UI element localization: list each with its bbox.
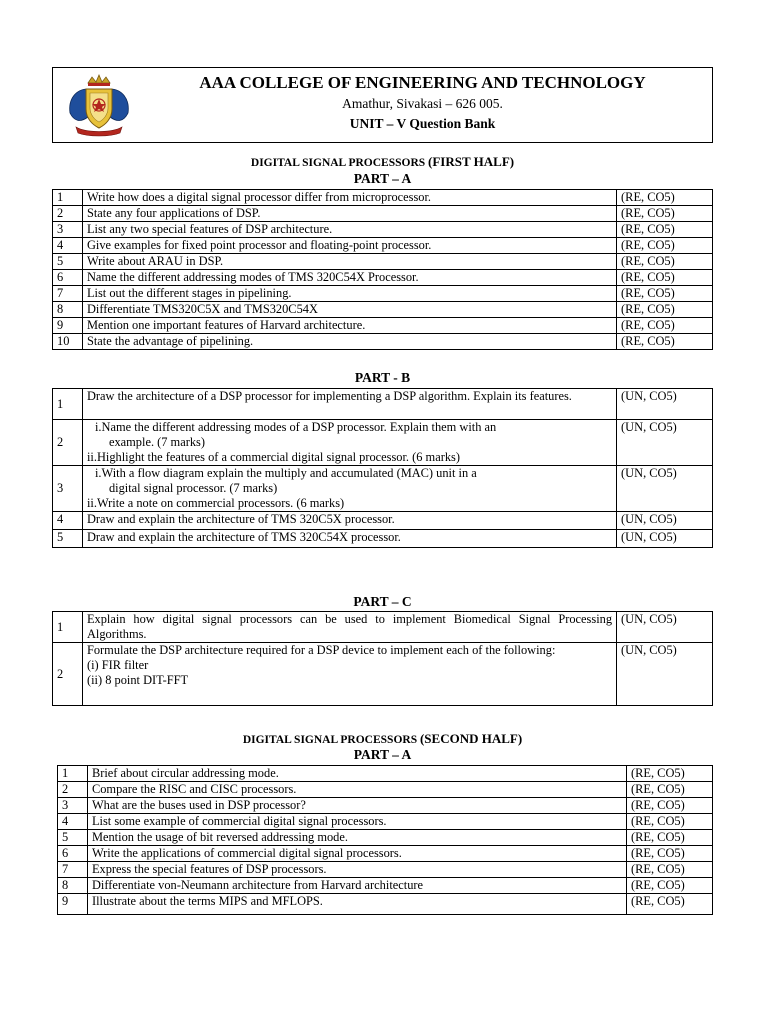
question-level: (RE, CO5) — [617, 286, 713, 302]
question-level: (RE, CO5) — [627, 798, 713, 814]
first-half-part-c-table — [52, 611, 713, 706]
table-row — [53, 238, 713, 254]
college-address: Amathur, Sivakasi – 626 005. — [342, 96, 503, 111]
question-level: (RE, CO5) — [627, 830, 713, 846]
question-level: (RE, CO5) — [627, 782, 713, 798]
question-level: (RE, CO5) — [627, 846, 713, 862]
first-half-part-a-table — [52, 189, 713, 350]
question-level: (RE, CO5) — [627, 878, 713, 894]
table-row — [53, 612, 713, 643]
question-level: (RE, CO5) — [617, 302, 713, 318]
question-text: Explain how digital signal processors can be used to implement Biomedical Signal Processing Algorithms. — [82, 612, 616, 643]
question-number: 5 — [58, 830, 88, 846]
sub-question-ii: ii.Write a note on commercial processors. (6 marks) — [86, 496, 345, 510]
question-number: 3 — [53, 466, 83, 512]
question-text — [82, 420, 616, 466]
question-level: (UN, CO5) — [617, 389, 713, 420]
sub-question-i: i.Name the different addressing modes of a DSP processor. Explain them with an — [94, 420, 497, 434]
question-text: Write about ARAU in DSP. — [82, 254, 616, 270]
question-level: (UN, CO5) — [617, 643, 713, 706]
second-half-part-a-table — [57, 765, 713, 915]
question-text — [82, 466, 616, 512]
table-row — [53, 302, 713, 318]
question-level: (RE, CO5) — [617, 222, 713, 238]
question-text: Illustrate about the terms MIPS and MFLOPS. — [87, 894, 626, 915]
question-level: (RE, CO5) — [617, 206, 713, 222]
question-text: Mention one important features of Harvard architecture. — [82, 318, 616, 334]
sub-question-ii: ii.Highlight the features of a commercial digital signal processor. (6 marks) — [86, 450, 460, 464]
sub-question-i-cont: digital signal processor. (7 marks) — [108, 481, 278, 495]
question-number: 4 — [53, 512, 83, 530]
question-level: (RE, CO5) — [617, 334, 713, 350]
sub-question-i: i.With a flow diagram explain the multiply and accumulated (MAC) unit in a — [94, 466, 477, 480]
question-text: Draw the architecture of a DSP processor for implementing a DSP algorithm. Explain its features. — [82, 389, 616, 420]
table-row — [53, 512, 713, 530]
second-half-title-prefix: DIGITAL SIGNAL PROCESSORS — [242, 734, 420, 746]
question-text: Brief about circular addressing mode. — [87, 766, 626, 782]
table-row — [58, 894, 713, 915]
question-text: List out the different stages in pipelining. — [82, 286, 616, 302]
question-level: (UN, CO5) — [617, 466, 713, 512]
question-option-ii: (ii) 8 point DIT-FFT — [86, 673, 189, 687]
question-text: Write how does a digital signal processor differ from microprocessor. — [82, 190, 616, 206]
table-row — [58, 798, 713, 814]
question-number: 7 — [53, 286, 83, 302]
question-level: (RE, CO5) — [617, 254, 713, 270]
question-level: (RE, CO5) — [627, 894, 713, 915]
question-number: 2 — [53, 420, 83, 466]
table-row — [53, 270, 713, 286]
question-number: 3 — [58, 798, 88, 814]
question-level: (UN, CO5) — [617, 420, 713, 466]
question-number: 1 — [58, 766, 88, 782]
table-row — [58, 782, 713, 798]
table-row — [53, 206, 713, 222]
question-text: List any two special features of DSP architecture. — [82, 222, 616, 238]
first-half-part-c-title: PART – C — [353, 594, 412, 609]
question-number: 7 — [58, 862, 88, 878]
question-text: Mention the usage of bit reversed addressing mode. — [87, 830, 626, 846]
question-number: 9 — [53, 318, 83, 334]
question-text: Give examples for fixed point processor and floating-point processor. — [82, 238, 616, 254]
question-number: 10 — [53, 334, 83, 350]
table-row — [53, 334, 713, 350]
question-text: List some example of commercial digital signal processors. — [87, 814, 626, 830]
table-row — [58, 766, 713, 782]
question-option-i: (i) FIR filter — [86, 658, 149, 672]
table-row — [58, 830, 713, 846]
question-number: 2 — [58, 782, 88, 798]
question-text: What are the buses used in DSP processor? — [87, 798, 626, 814]
question-text: Differentiate TMS320C5X and TMS320C54X — [82, 302, 616, 318]
college-name: AAA COLLEGE OF ENGINEERING AND TECHNOLOGY — [199, 73, 646, 92]
question-number: 6 — [53, 270, 83, 286]
second-half-title — [52, 731, 713, 747]
question-number: 2 — [53, 643, 83, 706]
table-row — [53, 420, 713, 466]
table-row — [53, 643, 713, 706]
question-level: (RE, CO5) — [617, 318, 713, 334]
question-level: (UN, CO5) — [617, 612, 713, 643]
question-number: 4 — [58, 814, 88, 830]
question-level: (UN, CO5) — [617, 530, 713, 548]
table-row — [58, 846, 713, 862]
question-text: Name the different addressing modes of TMS 320C54X Processor. — [82, 270, 616, 286]
question-number: 4 — [53, 238, 83, 254]
question-number: 8 — [58, 878, 88, 894]
first-half-title-prefix: DIGITAL SIGNAL PROCESSORS — [250, 157, 429, 169]
question-text: Compare the RISC and CISC processors. — [87, 782, 626, 798]
table-row — [58, 862, 713, 878]
question-number: 1 — [53, 190, 83, 206]
question-number: 9 — [58, 894, 88, 915]
first-half-part-b-table — [52, 388, 713, 548]
question-level: (RE, CO5) — [627, 862, 713, 878]
question-number: 2 — [53, 206, 83, 222]
question-level: (UN, CO5) — [617, 512, 713, 530]
second-half-part-a-title: PART – A — [353, 747, 412, 762]
question-text — [82, 643, 616, 706]
question-text: Express the special features of DSP processors. — [87, 862, 626, 878]
table-row — [53, 530, 713, 548]
question-text: State the advantage of pipelining. — [82, 334, 616, 350]
first-half-title — [52, 154, 713, 170]
unit-title: UNIT – V Question Bank — [349, 116, 496, 131]
table-row — [53, 466, 713, 512]
table-row — [58, 878, 713, 894]
table-row — [58, 814, 713, 830]
first-half-title-suffix: (FIRST HALF) — [428, 154, 515, 169]
question-number: 1 — [53, 612, 83, 643]
table-row — [53, 318, 713, 334]
question-level: (RE, CO5) — [627, 766, 713, 782]
second-half-title-suffix: (SECOND HALF) — [419, 731, 523, 746]
table-row — [53, 222, 713, 238]
question-number: 5 — [53, 254, 83, 270]
table-row — [53, 389, 713, 420]
table-row — [53, 286, 713, 302]
table-row — [53, 254, 713, 270]
question-main: Formulate the DSP architecture required for a DSP device to implement each of the following: — [86, 643, 556, 657]
question-number: 1 — [53, 389, 83, 420]
question-level: (RE, CO5) — [617, 270, 713, 286]
question-number: 3 — [53, 222, 83, 238]
header-box — [52, 67, 713, 143]
question-text: State any four applications of DSP. — [82, 206, 616, 222]
question-level: (RE, CO5) — [617, 190, 713, 206]
question-level: (RE, CO5) — [617, 238, 713, 254]
question-level: (RE, CO5) — [627, 814, 713, 830]
question-text: Draw and explain the architecture of TMS 320C5X processor. — [82, 512, 616, 530]
question-text: Differentiate von-Neumann architecture from Harvard architecture — [87, 878, 626, 894]
first-half-part-a-title: PART – A — [353, 171, 412, 186]
question-number: 5 — [53, 530, 83, 548]
question-text: Draw and explain the architecture of TMS 320C54X processor. — [82, 530, 616, 548]
sub-question-i-cont: example. (7 marks) — [108, 435, 205, 449]
question-text: Write the applications of commercial digital signal processors. — [87, 846, 626, 862]
first-half-part-b-title: PART - B — [354, 370, 411, 385]
table-row — [53, 190, 713, 206]
question-number: 8 — [53, 302, 83, 318]
question-number: 6 — [58, 846, 88, 862]
